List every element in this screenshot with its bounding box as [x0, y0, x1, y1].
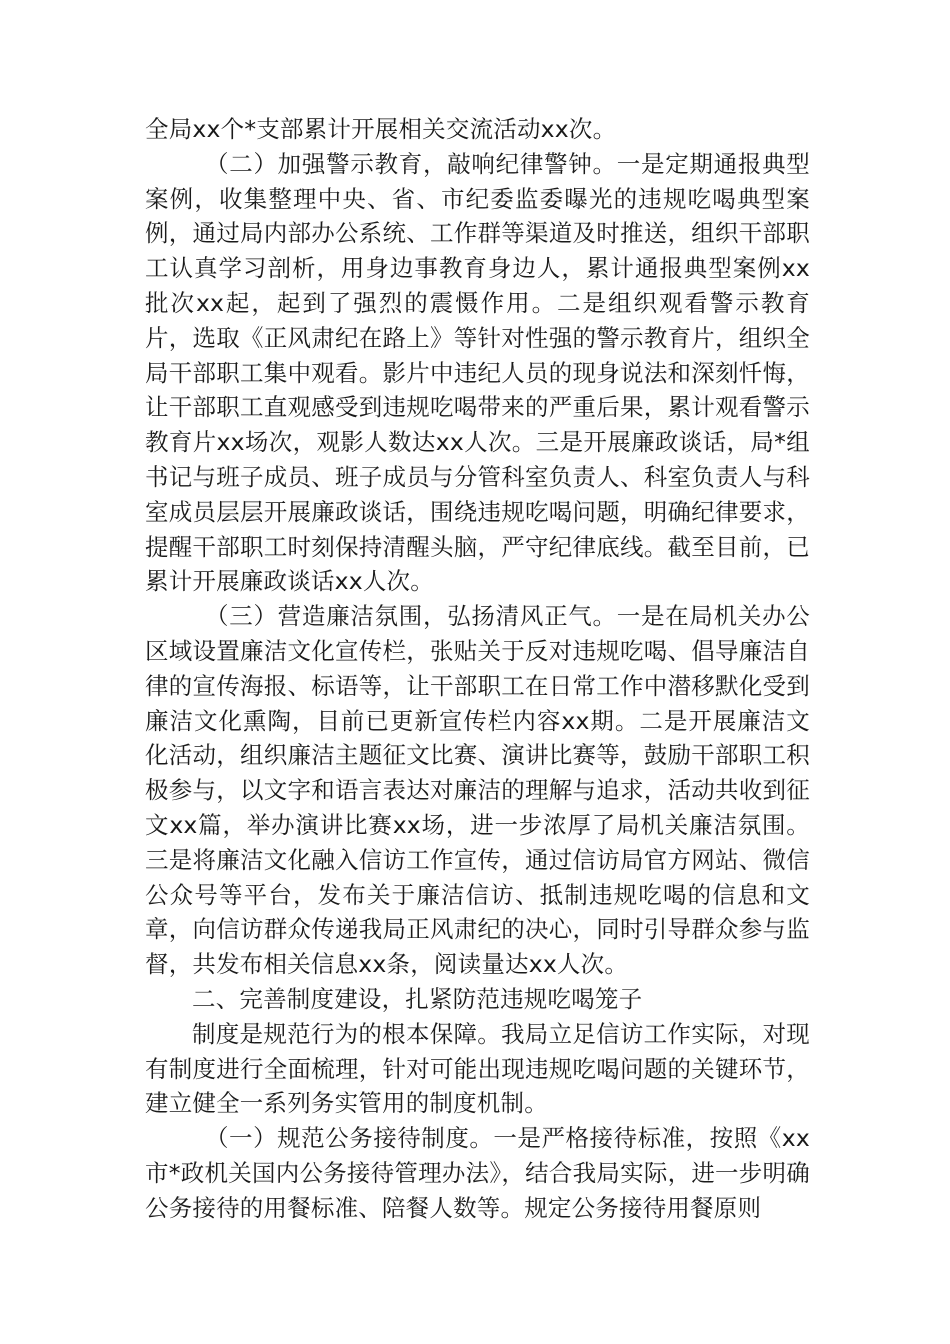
document-body: [145, 112, 810, 1226]
paragraph-system-intro: 制度是规范行为的根本保障。我局立足信访工作实际，对现有制度进行全面梳理，针对可能出现违规吃喝问题的关键环节，建立健全一系列务实管用的制度机制。: [145, 1019, 810, 1118]
paragraph-warning-education: （二）加强警示教育，敲响纪律警钟。一是定期通报典型案例，收集整理中央、省、市纪委监委曝光的违规吃喝典型案例，通过局内部办公系统、工作群等渠道及时推送，组织干部职工认真学习剖析，用身边事教育身边人，累计通报典型案例xx批次xx起，起到了强烈的震慑作用。二是组织观看警示教育片，选取《正风肃纪在路上》等针对性强的警示教育片，组织全局干部职工集中观看。影片中违纪人员的现身说法和深刻忏悔，让干部职工直观感受到违规吃喝带来的严重后果，累计观看警示教育片xx场次，观影人数达xx人次。三是开展廉政谈话，局*组书记与班子成员、班子成员与分管科室负责人、科室负责人与科室成员层层开展廉政谈话，围绕违规吃喝问题，明确纪律要求，提醒干部职工时刻保持清醒头脑，严守纪律底线。截至目前，已累计开展廉政谈话xx人次。: [145, 149, 810, 596]
paragraph-continuation: 全局xx个*支部累计开展相关交流活动xx次。: [145, 115, 617, 143]
paragraph-reception-rules: （一）规范公务接待制度。一是严格接待标准，按照《xx市*政机关国内公务接待管理办法》，结合我局实际，进一步明确公务接待的用餐标准、陪餐人数等。规定公务接待用餐原则: [145, 1124, 810, 1222]
paragraph-integrity-atmosphere: （三）营造廉洁氛围，弘扬清风正气。一是在局机关办公区域设置廉洁文化宣传栏，张贴关于反对违规吃喝、倡导廉洁自律的宣传海报、标语等，让干部职工在日常工作中潜移默化受到廉洁文化熏陶，目前已更新宣传栏内容xx期。二是开展廉洁文化活动，组织廉洁主题征文比赛、演讲比赛等，鼓励干部职工积极参与，以文字和语言表达对廉洁的理解与追求，活动共收到征文xx篇，举办演讲比赛xx场，进一步浓厚了局机关廉洁氛围。三是将廉洁文化融入信访工作宣传，通过信访局官方网站、微信公众号等平台，发布关于廉洁信访、抵制违规吃喝的信息和文章，向信访群众传递我局正风肃纪的决心，同时引导群众参与监督，共发布相关信息xx条，阅读量达xx人次。: [145, 602, 810, 979]
section-heading-system-building: 二、完善制度建设，扎紧防范违规吃喝笼子: [192, 984, 643, 1013]
